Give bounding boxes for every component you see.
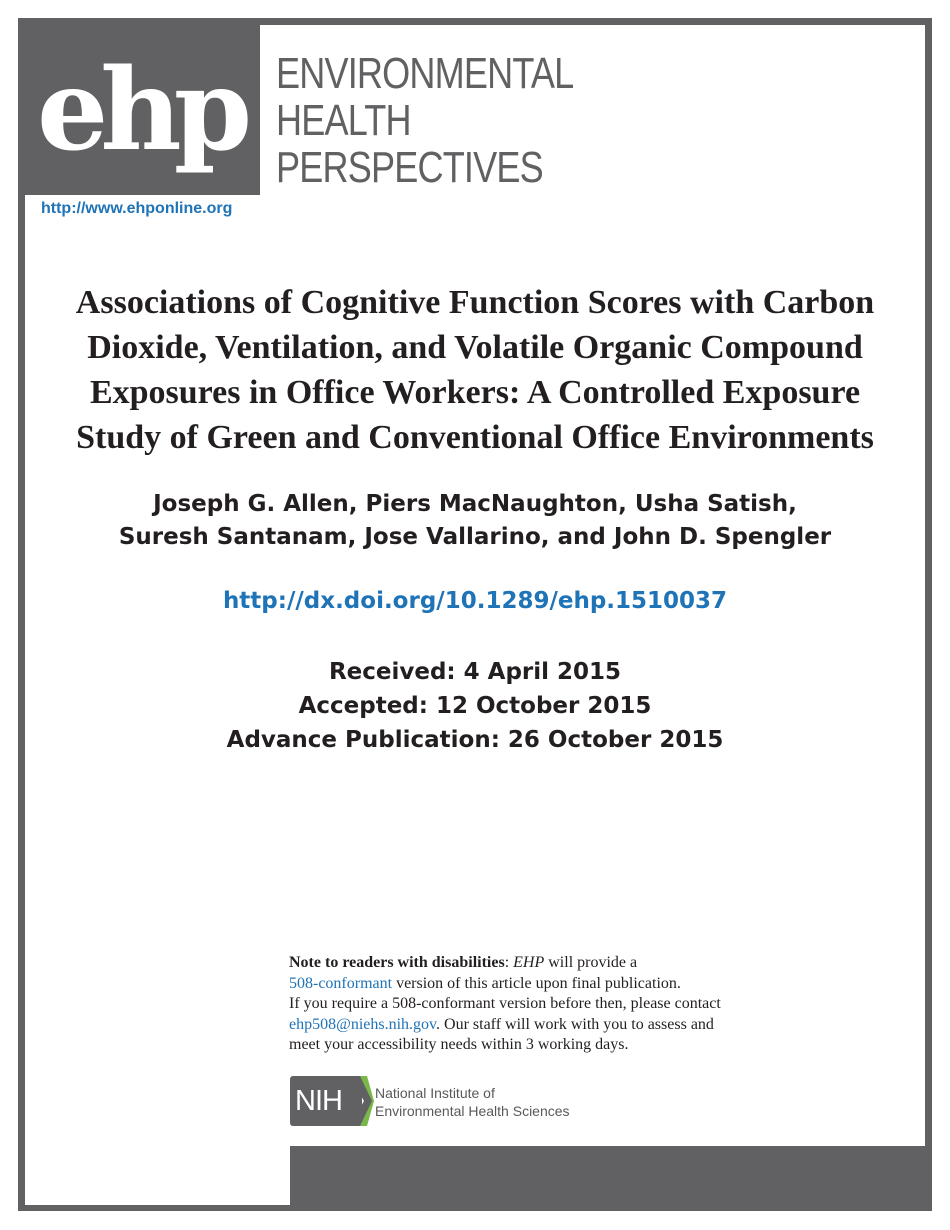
title-line: Associations of Cognitive Function Scores with Carbon <box>75 284 875 321</box>
508-conformant-link[interactable]: 508-conformant <box>289 974 393 992</box>
note-heading: Note to readers with disabilities <box>289 954 505 971</box>
publication-dates <box>40 655 910 757</box>
article-title <box>40 280 910 460</box>
ehp-logo-text: ehp <box>37 45 244 176</box>
advance-publication-date: Advance Publication: 26 October 2015 <box>226 727 724 753</box>
ehp-logo <box>25 25 260 195</box>
journal-name-line: PERSPECTIVES <box>276 143 543 192</box>
nih-badge-text: NIH <box>295 1085 342 1117</box>
accepted-date: Accepted: 12 October 2015 <box>298 693 652 719</box>
author-list <box>40 488 910 554</box>
note-colon: : <box>504 954 514 971</box>
title-line: Study of Green and Conventional Office Environments <box>76 419 874 456</box>
nih-logo <box>290 1076 590 1128</box>
contact-email-link[interactable]: ehp508@niehs.nih.gov <box>289 1015 437 1033</box>
journal-name-line: HEALTH <box>276 96 411 145</box>
accessibility-note <box>289 953 809 1056</box>
note-text: version of this article upon final publication. <box>392 974 681 992</box>
title-line: Dioxide, Ventilation, and Volatile Organic Compound <box>87 329 863 366</box>
note-text: If you require a 508-conformant version before then, please contact <box>289 995 721 1012</box>
nih-name-line: Environmental Health Sciences <box>375 1103 570 1119</box>
doi-link[interactable]: http://dx.doi.org/10.1289/ehp.1510037 <box>222 588 728 614</box>
journal-website-link[interactable]: http://www.ehponline.org <box>41 200 233 217</box>
title-line: Exposures in Office Workers: A Controlled Exposure <box>89 374 861 411</box>
nih-name-line: National Institute of <box>375 1085 495 1101</box>
received-date: Received: 4 April 2015 <box>328 659 622 685</box>
note-text: . Our staff will work with you to assess and <box>436 1015 714 1033</box>
note-text: will provide a <box>544 954 638 971</box>
journal-name-line: ENVIRONMENTAL <box>276 49 574 98</box>
note-ehp: EHP <box>513 954 545 971</box>
nih-chevron-icon <box>350 1076 374 1126</box>
note-text: meet your accessibility needs within 3 working days. <box>289 1036 629 1053</box>
journal-name <box>276 50 573 191</box>
author-line: Joseph G. Allen, Piers MacNaughton, Usha Satish, <box>153 491 797 517</box>
author-line: Suresh Santanam, Jose Vallarino, and John D. Spengler <box>118 524 832 550</box>
footer-bar <box>290 1146 925 1205</box>
